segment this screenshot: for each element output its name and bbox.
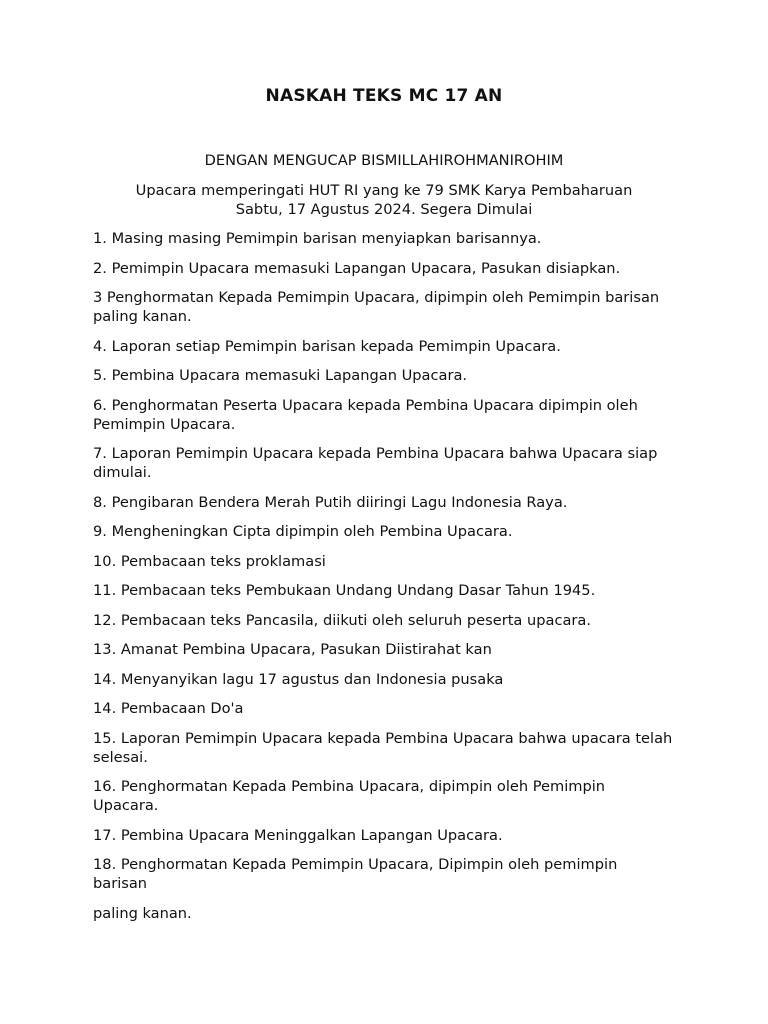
list-item: 4. Laporan setiap Pemimpin barisan kepada Pemimpin Upacara.: [93, 337, 561, 355]
list-item: 14. Pembacaan Do'a: [93, 700, 244, 717]
list-item: 7. Laporan Pemimpin Upacara kepada Pembina Upacara bahwa Upacara siap dimulai.: [93, 445, 658, 481]
announcement-line-1: Upacara memperingati HUT RI yang ke 79 SMK Karya Pembaharuan: [135, 182, 633, 199]
list-item: 6. Penghormatan Peserta Upacara kepada Pembina Upacara dipimpin oleh Pemimpin Upacara.: [93, 396, 638, 433]
list-item: 3 Penghormatan Kepada Pemimpin Upacara, dipimpin oleh Pemimpin barisan paling kanan.: [93, 289, 660, 325]
list-item: 13. Amanat Pembina Upacara, Pasukan Diistirahat kan: [93, 641, 492, 658]
list-item: 15. Laporan Pemimpin Upacara kepada Pembina Upacara bahwa upacara telah selesai.: [93, 729, 673, 766]
list-item: 12. Pembacaan teks Pancasila, diikuti oleh seluruh peserta upacara.: [93, 611, 592, 629]
list-item: 10. Pembacaan teks proklamasi: [93, 552, 326, 570]
list-item: 2. Pemimpin Upacara memasuki Lapangan Upacara, Pasukan disiapkan.: [93, 259, 621, 277]
announcement-line-2: Sabtu, 17 Agustus 2024. Segera Dimulai: [235, 201, 533, 218]
opening-line: DENGAN MENGUCAP BISMILLAHIROHMANIROHIM: [204, 152, 564, 169]
ceremony-steps-list: [93, 229, 675, 933]
ceremony-announcement: [93, 181, 675, 219]
list-item: 5. Pembina Upacara memasuki Lapangan Upacara.: [93, 367, 468, 384]
list-item: 11. Pembacaan teks Pembukaan Undang Undang Dasar Tahun 1945.: [93, 582, 596, 599]
list-item: 14. Menyanyikan lagu 17 agustus dan Indonesia pusaka: [93, 670, 504, 688]
list-item: paling kanan.: [93, 904, 192, 922]
document-title: NASKAH TEKS MC 17 AN: [265, 86, 503, 106]
list-item: 1. Masing masing Pemimpin barisan menyiapkan barisannya.: [93, 230, 542, 247]
list-item: 9. Mengheningkan Cipta dipimpin oleh Pembina Upacara.: [93, 523, 513, 540]
list-item: 16. Penghormatan Kepada Pembina Upacara, dipimpin oleh Pemimpin Upacara.: [93, 778, 606, 814]
list-item: 17. Pembina Upacara Meninggalkan Lapangan Upacara.: [93, 826, 503, 844]
list-item: 18. Penghormatan Kepada Pemimpin Upacara, Dipimpin oleh pemimpin barisan: [93, 856, 618, 892]
list-item: 8. Pengibaran Bendera Merah Putih diiringi Lagu Indonesia Raya.: [93, 493, 568, 511]
